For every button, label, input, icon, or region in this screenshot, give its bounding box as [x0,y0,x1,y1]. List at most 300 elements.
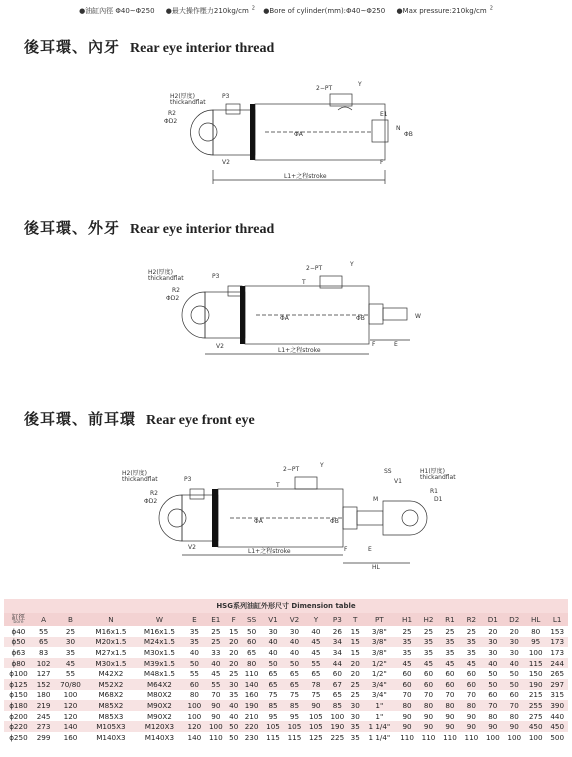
table-cell: 40 [289,647,300,657]
table-cell: 30 [488,637,498,647]
table-cell: 440 [550,711,565,721]
table-cell: 25 [65,626,76,636]
table-cell: M120X3 [144,722,175,732]
section-heading-3 [24,408,255,429]
table-cell: 110 [443,732,457,742]
table-cell: 110 [208,732,223,742]
table-cell: 60 [423,679,434,689]
table-cell: ϕ125 [9,679,28,689]
header-n: N [87,613,136,626]
table-cell: 60 [247,637,257,647]
table-cell: 50 [229,732,239,742]
table-cell: 45 [466,658,476,668]
header-bore [4,613,33,626]
table-cell: 230 [244,732,259,742]
table-row [4,732,568,743]
spec-bore-cn: ●油缸內徑 Φ40~Φ250 [79,7,155,16]
header-p3: P3 [327,613,348,626]
header-r2: R2 [461,613,482,626]
label-y-1: Y [358,81,362,88]
seal-band-3 [212,489,218,547]
table-cell: 299 [36,732,51,742]
table-cell: 450 [528,722,543,732]
table-cell: 100 [208,722,223,732]
label-n-1: N [396,125,401,132]
label-thickandflat-2: thickandflat [148,275,184,282]
table-cell: 75 [289,690,300,700]
label-b-1: ΦB [404,131,413,138]
section-heading-3-en: Rear eye front eye [146,413,255,428]
label-t-3: T [276,482,280,489]
label-thickandflat-3: thickandflat [122,476,158,483]
table-cell: 100 [507,732,522,742]
table-cell: 45 [311,637,321,647]
port-p3-2 [228,286,242,296]
table-cell: 110 [421,732,436,742]
table-cell: 25 [350,679,360,689]
header-v1: V1 [262,613,283,626]
table-cell: ϕ200 [9,711,28,721]
table-cell: M80X2 [146,690,172,700]
table-cell: 50 [268,658,278,668]
table-cell: 100 [330,711,345,721]
table-cell: 78 [311,679,321,689]
table-header-row [4,613,568,626]
table-cell: 35 [189,626,199,636]
table-cell: 55 [65,669,76,679]
table-cell: 152 [36,679,51,689]
label-v2-3: V2 [188,544,196,551]
label-t-2: T [302,279,306,286]
header-e: E [184,613,205,626]
table-cell: 3/4" [371,690,387,700]
spec-pressure-en-text: ●Max pressure:210kg/cm [396,7,487,16]
table-cell: 60 [466,669,476,679]
table-cell: 50 [488,669,498,679]
table-cell: 25 [211,626,221,636]
label-y-3: Y [320,462,324,469]
table-cell: 85 [268,700,278,710]
table-cell: 65 [268,669,278,679]
table-cell: 65 [332,690,342,700]
header-w: W [135,613,184,626]
table-cell: 190 [244,700,259,710]
table-cell: 20 [229,658,239,668]
table-cell: 90 [402,711,412,721]
table-cell: 115 [528,658,543,668]
table-cell: 120 [63,711,78,721]
table-cell: 100 [528,732,543,742]
table-cell: 30 [350,700,360,710]
table-cell: 80 [402,700,412,710]
table-cell: M48x1.5 [143,669,175,679]
table-row [4,700,568,711]
table-cell: 35 [466,647,476,657]
label-h1-3: H1(厚度) [420,468,446,475]
table-cell: 55 [311,658,321,668]
table-cell: 25 [445,626,455,636]
table-row [4,626,568,637]
rod-end-1 [372,120,388,142]
table-cell: 3/4" [371,679,387,689]
table-cell: 3/8" [371,626,387,636]
label-stroke-1: L1+之程stroke [284,173,327,180]
table-cell: 180 [36,690,51,700]
table-cell: 60 [509,690,519,700]
table-cell: 60 [445,679,455,689]
table-cell: 190 [528,679,543,689]
table-cell: 275 [528,711,543,721]
drawing-rear-eye-front-eye [0,455,572,575]
table-cell: 55 [189,669,199,679]
dimension-table-grid [4,613,568,743]
table-cell: 450 [550,722,565,732]
table-cell: 110 [464,732,479,742]
spec-sup-2: 2 [489,6,493,12]
table-cell: 90 [445,722,455,732]
seal-band-1 [250,104,255,160]
table-cell: 55 [39,626,49,636]
label-r2-1: R2 [168,110,176,117]
table-cell: 173 [550,637,565,647]
table-cell: ϕ80 [11,658,26,668]
table-cell: 80 [531,626,541,636]
table-cell: 90 [402,722,412,732]
drawing-rear-eye-interior-thread [0,80,572,190]
table-cell: 390 [550,700,565,710]
header-b: B [54,613,86,626]
table-cell: 90 [466,711,476,721]
port-p3-3 [190,489,204,499]
table-cell: 70 [423,690,434,700]
label-d2-1: ΦD2 [164,118,178,125]
table-cell: 80 [488,711,498,721]
table-cell: 40 [268,647,278,657]
section-heading-1 [24,36,274,57]
table-cell: 50 [509,669,519,679]
label-h2-1: H2(厚度) [170,93,196,100]
label-p3-2: P3 [212,273,220,280]
table-cell: 35 [402,637,412,647]
header-h2: H2 [418,613,439,626]
table-cell: 245 [36,711,51,721]
table-cell: 210 [244,711,259,721]
table-cell: 100 [528,647,543,657]
table-cell: 35 [65,647,76,657]
label-ss-3: SS [384,468,392,475]
table-cell: ϕ40 [11,626,26,636]
table-cell: 80 [509,711,519,721]
table-cell: 65 [39,637,49,647]
label-d2-2: ΦD2 [166,295,180,302]
label-f-3: F [344,546,348,553]
table-cell: 100 [187,711,202,721]
table-cell: 30 [65,637,76,647]
section-heading-1-cn: 後耳環、內牙 [24,38,121,56]
table-cell: 50 [509,679,519,689]
header-d2: D2 [504,613,525,626]
table-cell: 150 [528,669,543,679]
table-cell: 15 [229,626,239,636]
rear-eye-2 [182,292,205,338]
table-cell: 80 [466,700,476,710]
table-row [4,690,568,701]
section-heading-2-en: Rear eye interior thread [130,222,275,237]
spec-sup: 2 [251,6,255,12]
spec-pressure-en [393,7,492,15]
table-cell: 85 [332,700,342,710]
label-d2-3: ΦD2 [144,498,158,505]
table-cell: 40 [189,647,199,657]
table-cell: 120 [187,722,202,732]
header-r1: R1 [439,613,460,626]
table-row [4,668,568,679]
table-cell: 255 [528,700,543,710]
table-cell: 80 [189,690,199,700]
seal-band-2 [240,286,245,344]
table-cell: 40 [229,700,239,710]
table-cell: 1" [375,711,384,721]
table-cell: M30x1.5 [95,658,127,668]
label-f-1: F [380,159,384,166]
rod-2 [369,304,383,324]
table-cell: 60 [402,669,412,679]
header-y: Y [305,613,326,626]
table-cell: 90 [211,700,221,710]
table-cell: 105 [287,722,302,732]
table-cell: 105 [309,722,323,732]
table-cell: 3/8" [371,637,387,647]
label-h2-2: H2(厚度) [148,269,174,276]
table-cell: 65 [247,647,257,657]
table-cell: 20 [229,647,239,657]
table-cell: 297 [550,679,565,689]
label-r2-2: R2 [172,287,180,294]
table-cell: 1 1/4" [368,732,391,742]
header-bore-en: bore [13,619,24,625]
header-d1: D1 [482,613,503,626]
table-cell: M27x1.5 [95,647,127,657]
rear-eye-3 [159,495,182,541]
spec-line [0,6,572,16]
label-e-3: E [368,546,372,553]
table-cell: ϕ50 [11,637,26,647]
table-cell: 90 [488,722,498,732]
table-cell: M16x1.5 [143,626,175,636]
header-a: A [33,613,54,626]
table-cell: 95 [531,637,541,647]
table-cell: 15 [350,647,360,657]
table-cell: 70 [488,700,498,710]
table-cell: 60 [189,679,199,689]
table-cell: 140 [244,679,259,689]
label-f-2: F [372,341,376,348]
table-cell: 70 [466,690,476,700]
table-cell: 55 [211,679,221,689]
table-cell: 3/8" [371,647,387,657]
table-cell: 33 [211,647,221,657]
table-cell: M52X2 [98,679,124,689]
table-cell: ϕ220 [9,722,28,732]
label-d1-3: D1 [434,496,443,503]
table-cell: 34 [332,647,342,657]
section-heading-2 [24,217,274,238]
table-cell: 20 [488,626,498,636]
drawing-rear-eye-exterior-thread [0,260,572,365]
table-cell: ϕ180 [9,700,28,710]
table-cell: 35 [423,647,434,657]
label-e1-1: E1 [380,111,388,118]
table-cell: 140 [63,722,78,732]
table-title: HSG系列油缸外形尺寸 Dimension table [4,599,568,613]
table-cell: 127 [36,669,51,679]
table-cell: M85X2 [98,700,124,710]
table-cell: 173 [550,647,565,657]
table-cell: 25 [350,690,360,700]
table-cell: 70 [509,700,519,710]
table-cell: 65 [289,679,300,689]
label-hl-3: HL [372,564,380,571]
table-cell: 40 [229,711,239,721]
table-cell: 90 [211,711,221,721]
header-bore-cn: 缸徑 [11,612,25,621]
table-cell: 140 [187,732,202,742]
table-cell: 90 [311,700,321,710]
table-cell: 265 [550,669,565,679]
table-row [4,679,568,690]
table-cell: 45 [311,647,321,657]
table-cell: 60 [402,679,412,689]
table-cell: 40 [311,626,321,636]
rod-neck-3 [357,511,383,525]
table-cell: M16x1.5 [95,626,127,636]
rear-cap-1 [213,110,255,155]
table-cell: 90 [445,711,455,721]
table-cell: 83 [39,647,49,657]
table-cell: 273 [36,722,51,732]
table-cell: 45 [211,669,221,679]
table-cell: 100 [485,732,500,742]
table-cell: 105 [309,711,323,721]
table-cell: 35 [189,637,199,647]
table-cell: 160 [63,732,78,742]
table-cell: 95 [268,711,278,721]
table-cell: 110 [400,732,414,742]
rear-eye-1 [191,110,213,155]
table-cell: 45 [402,658,412,668]
label-p3-1: P3 [222,93,230,100]
header-h1: H1 [396,613,417,626]
table-cell: 1" [375,700,384,710]
table-cell: 95 [289,711,300,721]
table-cell: 225 [330,732,345,742]
header-e1: E1 [205,613,226,626]
table-cell: 50 [189,658,199,668]
table-cell: M85X3 [98,711,124,721]
spec-bore-en: ●Bore of cylinder(mm):Φ40~Φ250 [263,7,386,16]
label-pt-2: 2−PT [306,265,323,272]
table-cell: 35 [229,690,239,700]
table-cell: 20 [350,669,360,679]
section-heading-3-cn: 後耳環、前耳環 [24,410,137,428]
table-cell: M68X2 [98,690,124,700]
table-cell: 20 [350,658,360,668]
table-cell: 50 [247,626,257,636]
label-v2-1: V2 [222,159,230,166]
label-e-2: E [394,341,398,348]
label-stroke-2: L1+之程stroke [278,347,321,354]
table-cell: M20x1.5 [95,637,127,647]
table-cell: 80 [423,700,434,710]
table-cell: 45 [423,658,434,668]
table-cell: 25 [229,669,239,679]
table-cell: 35 [350,722,360,732]
label-w-2: W [415,313,421,320]
table-cell: 30 [289,626,300,636]
table-cell: 125 [309,732,323,742]
table-cell: 40 [268,637,278,647]
table-row [4,637,568,648]
table-cell: 20 [229,637,239,647]
front-eye-3 [383,501,427,535]
table-cell: M90X2 [146,711,172,721]
label-r1-3: R1 [430,488,438,495]
table-cell: 60 [488,690,498,700]
table-row [4,647,568,658]
port-pt-3 [295,477,317,489]
table-cell: 70/80 [60,679,81,689]
table-cell: 80 [247,658,257,668]
label-a-1: ΦA [294,131,303,138]
table-cell: 244 [550,658,565,668]
spec-pressure-cn [163,7,255,15]
header-f: F [227,613,241,626]
table-cell: 115 [266,732,280,742]
table-cell: 60 [423,669,434,679]
table-cell: 100 [63,690,78,700]
label-pt-3: 2−PT [283,466,300,473]
table-cell: 105 [266,722,280,732]
table-cell: 15 [350,626,360,636]
table-cell: 30 [509,647,519,657]
table-cell: 25 [211,637,221,647]
table-cell: 70 [445,690,455,700]
table-row [4,721,568,732]
table-cell: M42X2 [98,669,124,679]
table-cell: 190 [330,722,345,732]
table-cell: 70 [211,690,221,700]
label-thickandflat-1: thickandflat [170,99,206,106]
table-cell: 40 [488,658,498,668]
label-a-3: ΦA [254,518,263,525]
table-cell: 65 [311,669,321,679]
table-cell: 110 [244,669,259,679]
table-cell: 40 [211,658,221,668]
table-cell: 34 [332,637,342,647]
header-hl: HL [525,613,546,626]
label-m-3: M [373,496,379,503]
table-cell: 100 [187,700,202,710]
table-cell: 26 [332,626,342,636]
table-cell: 50 [229,722,239,732]
table-cell: 160 [244,690,259,700]
table-cell: 44 [332,658,342,668]
table-cell: 1/2" [371,658,387,668]
table-cell: 25 [423,626,434,636]
label-r2-3: R2 [150,490,158,497]
table-cell: 35 [445,647,455,657]
table-cell: 65 [268,679,278,689]
